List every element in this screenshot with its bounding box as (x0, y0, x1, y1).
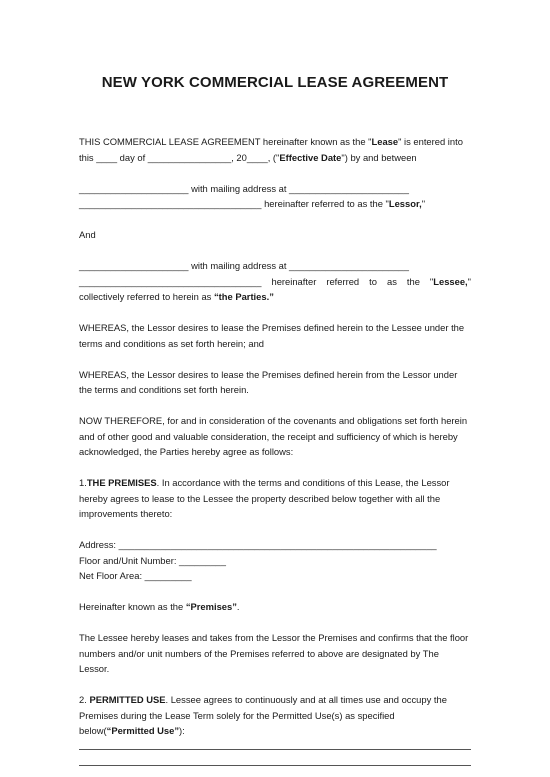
lease-term: Lease (371, 136, 399, 147)
document-title: NEW YORK COMMERCIAL LEASE AGREEMENT (101, 74, 449, 91)
whereas-lessee-paragraph: WHEREAS, the Lessor desires to lease the Premises defined herein from the Lessor under the terms and conditions set forth herein. (79, 368, 458, 395)
net-floor-area-field: Net Floor Area: _________ (79, 570, 192, 581)
lessee-name-address-line: _____________________ with mailing address at _______________________ (79, 260, 409, 271)
effective-date-term: Effective Date (279, 151, 342, 163)
permitted-use-term: “Permitted Use” (106, 725, 180, 736)
lessee-leases-paragraph: The Lessee hereby leases and takes from the Lessor the Premises and confirms that the floor numbers and/or unit numbers of the Premises referred to above are designated by The Lessor. (79, 632, 469, 674)
lessor-term: Lessor, (388, 198, 422, 209)
lessee-term: Lessee, (433, 275, 468, 287)
lessee-block: _____________________ with mailing address at _______________________ ___________________________________ hereinafter referred to as the "Lessee," collectively referred to herein as “the Parties.” (79, 260, 471, 302)
lessor-block: _____________________ with mailing address at _______________________ ___________________________________ hereinafter referred to as the "Lessor," (79, 181, 471, 212)
now-therefore-paragraph: NOW THEREFORE, for and in consideration of the covenants and obligations set forth herein and of other good and valuable consideration, the receipt and sufficiency of which is hereby acknowledged, the Parties hereby agree as follows: (79, 415, 468, 457)
whereas-lessor-paragraph: WHEREAS, the Lessor desires to lease the Premises defined herein to the Lessee under the terms and conditions as set forth herein; and (79, 322, 465, 349)
parties-term: “the Parties.” (213, 291, 274, 302)
premises-fields (79, 537, 471, 584)
and-text: And (79, 229, 96, 240)
permitted-use-blank-line-2 (79, 754, 471, 770)
hereinafter-paragraph: Hereinafter known as the “Premises”. (79, 601, 240, 612)
section-premises-heading: THE PREMISES (86, 477, 157, 488)
document-body (79, 134, 471, 770)
address-field: Address: _____________________________________________________________ (79, 539, 437, 550)
permitted-use-blank-line-1 (79, 739, 471, 755)
floor-unit-field: Floor and/Unit Number: _________ (79, 554, 226, 566)
section-permitted-use: 2. PERMITTED USE. Lessee agrees to continuously and at all times use and occupy the Premises during the Lease Term solely for the Permitted Use(s) as specified below(“Permitted Use”): (79, 694, 447, 736)
lessor-name-address-line: _____________________ with mailing address at _______________________ (79, 182, 409, 194)
section-premises: 1.THE PREMISES. In accordance with the terms and conditions of this Lease, the Lessor hereby agrees to lease to the Lessee the property described below together with all the improvements thereto: (79, 477, 450, 519)
section-permitted-use-heading: PERMITTED USE (89, 694, 166, 705)
premises-term: “Premises” (185, 601, 237, 612)
intro-paragraph: THIS COMMERCIAL LEASE AGREEMENT hereinafter known as the "Lease" is entered into this ____ day of ________________, 20____, ("Effective Date") by and between (79, 136, 463, 163)
